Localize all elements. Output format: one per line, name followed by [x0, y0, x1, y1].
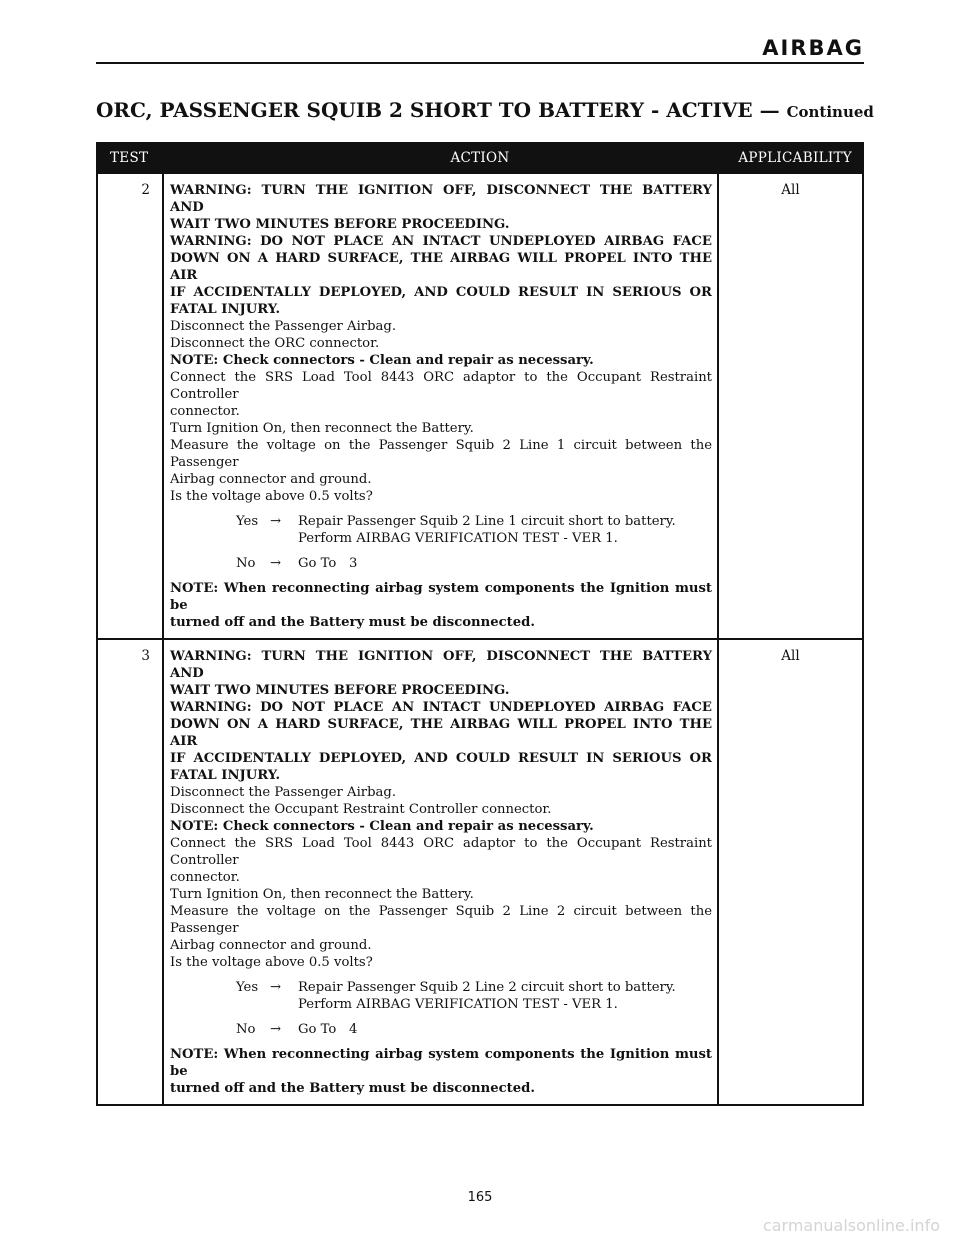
step-text: Disconnect the Passenger Airbag. [170, 785, 397, 800]
no-label: No [236, 1022, 256, 1037]
note-text: NOTE: When reconnecting airbag system components the Ignition must be [170, 581, 712, 613]
arrow-right-icon: → [270, 514, 282, 529]
diagnostic-table [96, 142, 864, 1106]
step-text: connector. [170, 404, 240, 419]
step-text: Turn Ignition On, then reconnect the Battery. [170, 887, 474, 902]
yes-option [236, 513, 712, 547]
no-option [236, 1021, 712, 1038]
table-row [98, 638, 862, 1104]
warning-line: WAIT TWO MINUTES BEFORE PROCEEDING. [170, 683, 510, 698]
arrow-right-icon: → [270, 1022, 282, 1037]
step-text: connector. [170, 870, 240, 885]
arrow-right-icon: → [270, 980, 282, 995]
arrow-right-icon: → [270, 556, 282, 571]
warning-line: WARNING: DO NOT PLACE AN INTACT UNDEPLOYED AIRBAG FACE [170, 700, 712, 715]
warning-line: DOWN ON A HARD SURFACE, THE AIRBAG WILL PROPEL INTO THE AIR [170, 251, 712, 283]
applicability-cell: All [781, 182, 800, 198]
yes-option [236, 979, 712, 1013]
page-title [96, 98, 876, 122]
page-title-main: ORC, PASSENGER SQUIB 2 SHORT TO BATTERY - ACTIVE — [96, 98, 780, 122]
note-text: turned off and the Battery must be disconnected. [170, 615, 535, 630]
question-text: Is the voltage above 0.5 volts? [170, 489, 373, 504]
section-header: AIRBAG [762, 36, 864, 60]
step-text: Connect the SRS Load Tool 8443 ORC adaptor to the Occupant Restraint Controller [170, 836, 712, 868]
step-text: Disconnect the Occupant Restraint Controller connector. [170, 802, 552, 817]
test-number: 2 [98, 174, 164, 638]
no-option [236, 555, 712, 572]
column-header-test: TEST [110, 150, 149, 166]
note-text: NOTE: Check connectors - Clean and repair as necessary. [170, 819, 594, 834]
warning-line: FATAL INJURY. [170, 768, 281, 783]
page-number: 165 [467, 1190, 493, 1205]
yes-result-line: Repair Passenger Squib 2 Line 1 circuit short to battery. [298, 514, 676, 529]
column-header-action: ACTION [450, 150, 510, 166]
warning-line: WARNING: DO NOT PLACE AN INTACT UNDEPLOYED AIRBAG FACE [170, 234, 712, 249]
step-text: Disconnect the ORC connector. [170, 336, 380, 351]
warning-line: IF ACCIDENTALLY DEPLOYED, AND COULD RESULT IN SERIOUS OR [170, 285, 712, 300]
warning-line: WAIT TWO MINUTES BEFORE PROCEEDING. [170, 217, 510, 232]
no-result: Go To 4 [298, 1022, 358, 1037]
column-header-applicability: APPLICABILITY [738, 150, 852, 166]
warning-line: DOWN ON A HARD SURFACE, THE AIRBAG WILL PROPEL INTO THE AIR [170, 717, 712, 749]
warning-line: IF ACCIDENTALLY DEPLOYED, AND COULD RESULT IN SERIOUS OR [170, 751, 712, 766]
warning-line: WARNING: TURN THE IGNITION OFF, DISCONNECT THE BATTERY AND [170, 649, 712, 681]
step-text: Measure the voltage on the Passenger Squib 2 Line 1 circuit between the Passenger [170, 438, 712, 470]
header-rule [96, 62, 864, 64]
yes-result-line: Perform AIRBAG VERIFICATION TEST - VER 1. [298, 997, 618, 1012]
yes-result-line: Perform AIRBAG VERIFICATION TEST - VER 1. [298, 531, 618, 546]
yes-label: Yes [236, 514, 259, 529]
note-text: NOTE: When reconnecting airbag system components the Ignition must be [170, 1047, 712, 1079]
no-label: No [236, 556, 256, 571]
note-text: turned off and the Battery must be disconnected. [170, 1081, 535, 1096]
table-row [98, 172, 862, 638]
step-text: Measure the voltage on the Passenger Squib 2 Line 2 circuit between the Passenger [170, 904, 712, 936]
no-result: Go To 3 [298, 556, 358, 571]
action-cell [164, 174, 719, 638]
yes-result [298, 979, 712, 1013]
applicability-cell: All [781, 648, 800, 664]
warning-line: FATAL INJURY. [170, 302, 281, 317]
step-text: Connect the SRS Load Tool 8443 ORC adaptor to the Occupant Restraint Controller [170, 370, 712, 402]
yes-label: Yes [236, 980, 259, 995]
watermark: carmanualsonline.info [762, 1216, 940, 1235]
question-text: Is the voltage above 0.5 volts? [170, 955, 373, 970]
note-text: NOTE: Check connectors - Clean and repair as necessary. [170, 353, 594, 368]
yes-result [298, 513, 712, 547]
step-text: Disconnect the Passenger Airbag. [170, 319, 397, 334]
step-text: Airbag connector and ground. [170, 938, 372, 953]
action-cell [164, 640, 719, 1104]
yes-result-line: Repair Passenger Squib 2 Line 2 circuit short to battery. [298, 980, 676, 995]
table-header [98, 144, 862, 172]
page-title-continued: Continued [786, 103, 874, 121]
step-text: Turn Ignition On, then reconnect the Battery. [170, 421, 474, 436]
step-text: Airbag connector and ground. [170, 472, 372, 487]
warning-line: WARNING: TURN THE IGNITION OFF, DISCONNECT THE BATTERY AND [170, 183, 712, 215]
test-number: 3 [98, 640, 164, 1104]
